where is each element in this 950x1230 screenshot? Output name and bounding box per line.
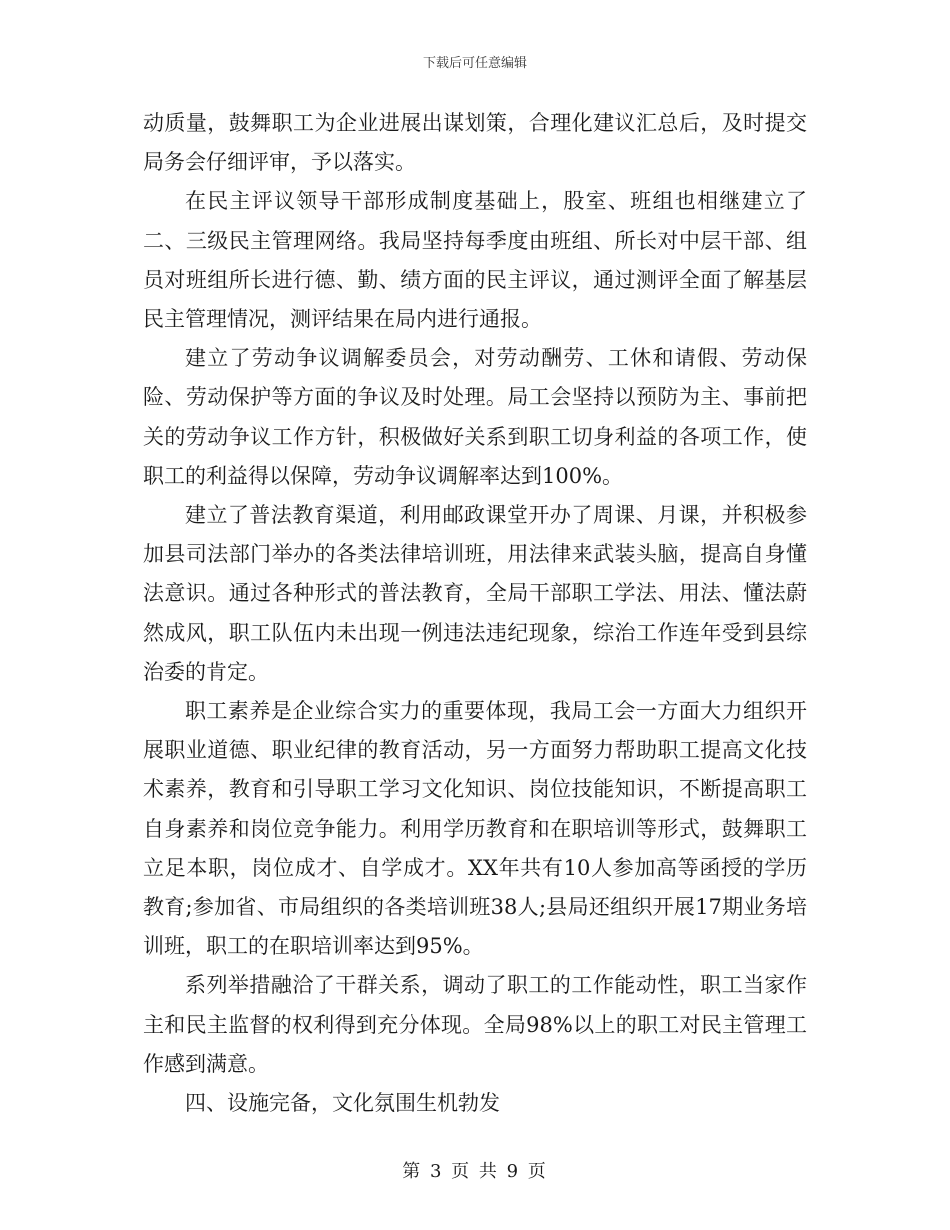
paragraph-summary: 系列举措融洽了干群关系，调动了职工的工作能动性，职工当家作主和民主监督的权利得到充分体现。全局98%以上的职工对民主管理工作感到满意。 bbox=[143, 973, 807, 1076]
paragraph-continuation: 动质量，鼓舞职工为企业进展出谋划策，合理化建议汇总后，及时提交局务会仔细评审，予以落实。 bbox=[143, 111, 807, 175]
page-header: 下载后可任意编辑 bbox=[422, 56, 527, 71]
paragraph-labor-dispute: 建立了劳动争议调解委员会，对劳动酬劳、工休和请假、劳动保险、劳动保护等方面的争议及时处理。局工会坚持以预防为主、事前把关的劳动争议工作方针，积极做好关系到职工切身利益的各项工作，使职工的利益得以保障，劳动争议调解率达到100%。 bbox=[143, 346, 807, 488]
paragraph-democratic-evaluation: 在民主评议领导干部形成制度基础上，股室、班组也相继建立了二、三级民主管理网络。我局坚持每季度由班组、所长对中层干部、组员对班组所长进行德、勤、绩方面的民主评议，通过测评全面了解基层民主管理情况，测评结果在局内进行通报。 bbox=[143, 189, 807, 332]
paragraph-legal-education: 建立了普法教育渠道，利用邮政课堂开办了周课、月课，并积极参加县司法部门举办的各类法律培训班，用法律来武装头脑，提高自身懂法意识。通过各种形式的普法教育，全局干部职工学法、用法、懂法蔚然成风，职工队伍内未出现一例违法违纪现象，综治工作连年受到县综治委的肯定。 bbox=[143, 503, 807, 684]
section-heading: 四、设施完备，文化氛围生机勃发 bbox=[185, 1091, 500, 1116]
page-number-footer: 第 3 页 共 9 页 bbox=[402, 1161, 548, 1182]
paragraph-staff-quality: 职工素养是企业综合实力的重要体现，我局工会一方面大力组织开展职业道德、职业纪律的教育活动，另一方面努力帮助职工提高文化技术素养，教育和引导职工学习文化知识、岗位技能知识，不断提高职工自身素养和岗位竞争能力。利用学历教育和在职培训等形式，鼓舞职工立足本职，岗位成才、自学成才。XX年共有10人参加高等函授的学历教育;参加省、市局组织的各类培训班38人;县局还组织开展17期业务培训班，职工的在职培训率达到95%。 bbox=[143, 699, 807, 959]
document-body bbox=[143, 104, 807, 1123]
